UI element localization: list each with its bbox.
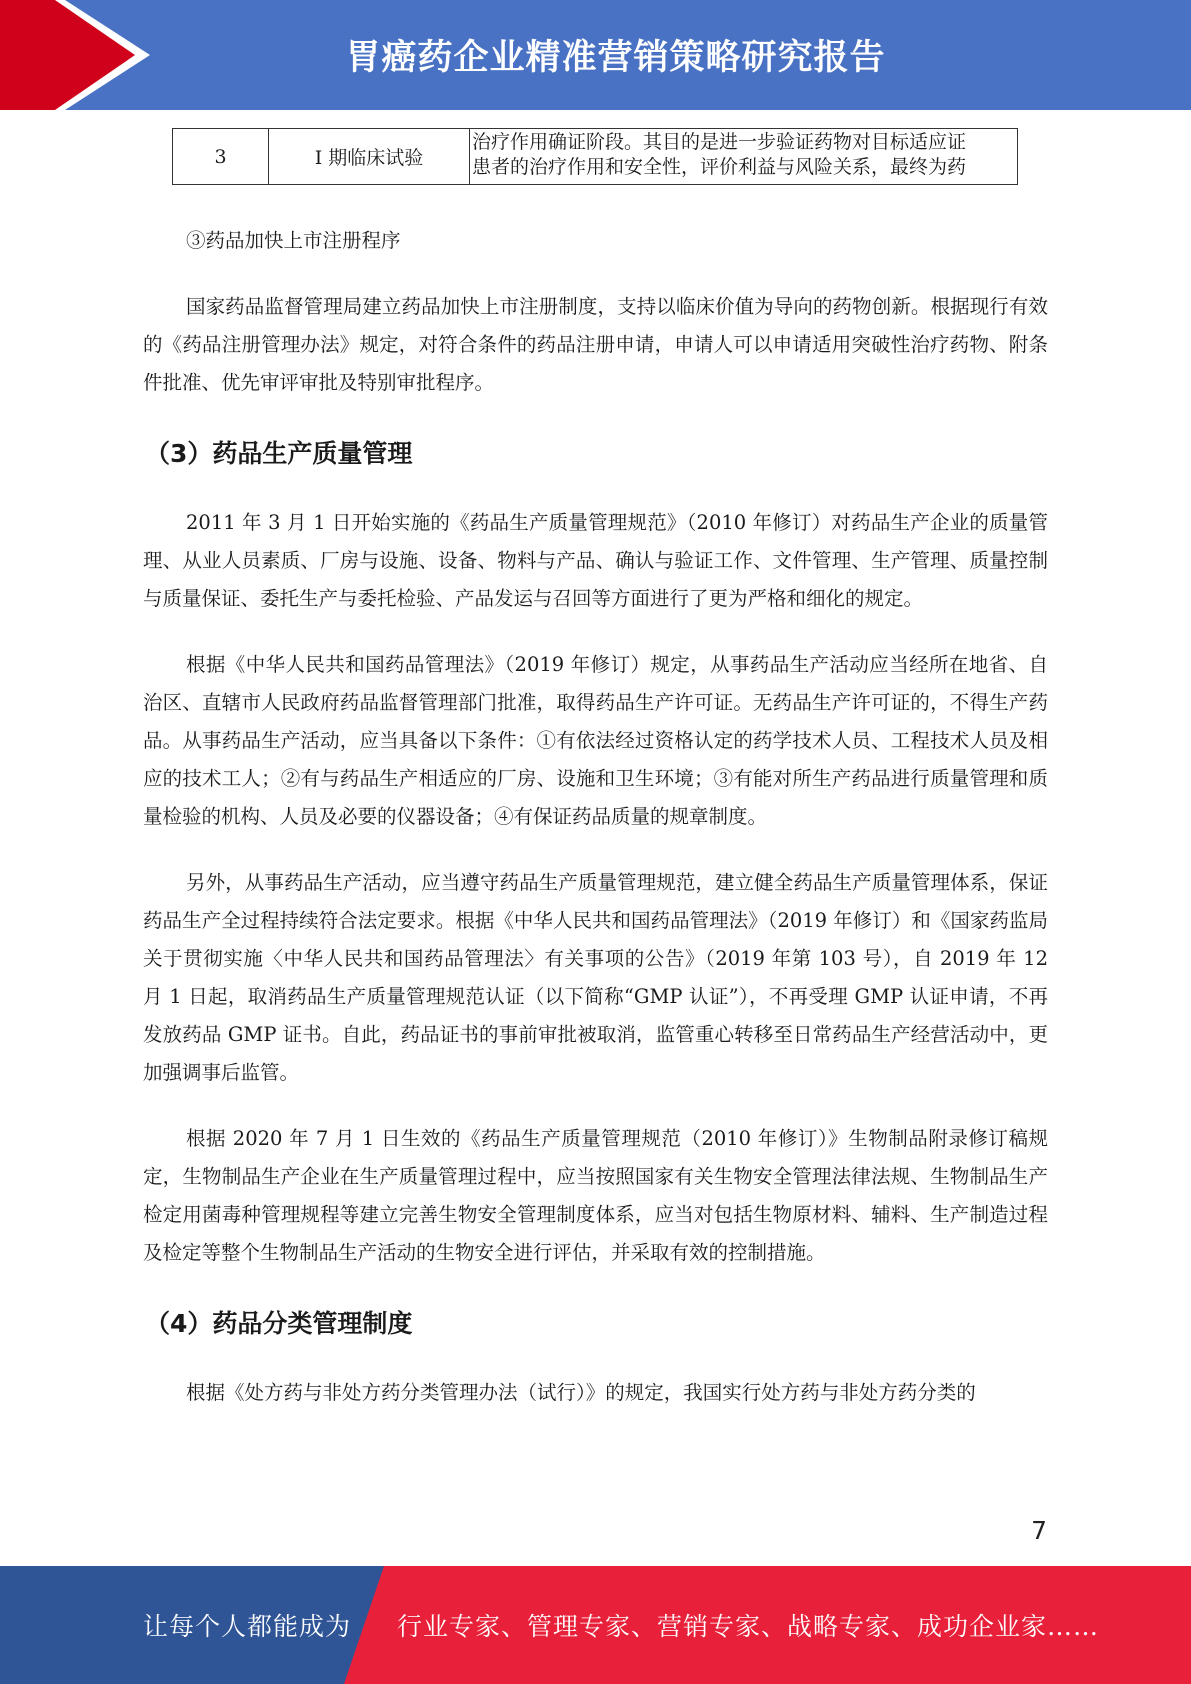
table-cell-phase: I 期临床试验 <box>269 129 470 185</box>
footer-slogan-right: 行业专家、管理专家、营销专家、战略专家、成功企业家…… <box>397 1612 1100 1641</box>
footer-slogan-left: 让每个人都能成为 <box>143 1612 352 1641</box>
table-cell-description-line: 患者的治疗作用和安全性，评价利益与风险关系，最终为药 <box>472 156 967 178</box>
paragraph: 另外，从事药品生产活动，应当遵守药品生产质量管理规范，建立健全药品生产质量管理体系，保证药品生产全过程持续符合法定要求。根据《中华人民共和国药品管理法》（2019 年修订）和《国家药监局关于贯彻实施〈中华人民共和国药品管理法〉有关事项的公告》（2019 年第 103 号），自 2019 年 12 月 1 日起，取消药品生产质量管理规范认证（以下简称“GMP 认证”），不再受理 GMP 认证申请，不再发放药品 GMP 证书。自此，药品证书的事前审批被取消，监管重心转移至日常药品生产经营活动中，更加强调事后监管。 <box>143 871 1048 1084</box>
page-number: 7 <box>1031 1516 1047 1545</box>
main-content <box>143 222 1048 1412</box>
report-title: 胃癌药企业精准营销策略研究报告 <box>345 38 886 78</box>
clinical-phase-table <box>172 128 1018 185</box>
table-cell-no: 3 <box>173 129 269 185</box>
table-row <box>173 129 1018 185</box>
header-arrow-decoration <box>0 0 150 110</box>
paragraph: 2011 年 3 月 1 日开始实施的《药品生产质量管理规范》（2010 年修订）对药品生产企业的质量管理、从业人员素质、厂房与设施、设备、物料与产品、确认与验证工作、文件管理、生产管理、质量控制与质量保证、委托生产与委托检验、产品发运与召回等方面进行了更为严格和细化的规定。 <box>143 511 1048 610</box>
table-cell-description-line: 治疗作用确证阶段。其目的是进一步验证药物对目标适应证 <box>472 131 967 153</box>
page-footer <box>0 1566 1191 1684</box>
section-heading: （3）药品生产质量管理 <box>145 439 413 468</box>
section-heading: （4）药品分类管理制度 <box>145 1309 413 1338</box>
paragraph: 国家药品监督管理局建立药品加快上市注册制度，支持以临床价值为导向的药物创新。根据现行有效的《药品注册管理办法》规定，对符合条件的药品注册申请，申请人可以申请适用突破性治疗药物、附条件批准、优先审评审批及特别审批程序。 <box>143 295 1048 394</box>
table-cell-description <box>470 129 1018 185</box>
paragraph: 根据《处方药与非处方药分类管理办法（试行）》的规定，我国实行处方药与非处方药分类的 <box>186 1381 976 1404</box>
page-header <box>0 0 1191 110</box>
paragraph: 根据《中华人民共和国药品管理法》（2019 年修订）规定，从事药品生产活动应当经所在地省、自治区、直辖市人民政府药品监督管理部门批准，取得药品生产许可证。无药品生产许可证的，不得生产药品。从事药品生产活动，应当具备以下条件：①有依法经过资格认定的药学技术人员、工程技术人员及相应的技术工人；②有与药品生产相适应的厂房、设施和卫生环境；③有能对所生产药品进行质量管理和质量检验的机构、人员及必要的仪器设备；④有保证药品质量的规章制度。 <box>143 653 1048 828</box>
paragraph: 根据 2020 年 7 月 1 日生效的《药品生产质量管理规范（2010 年修订）》生物制品附录修订稿规定，生物制品生产企业在生产质量管理过程中，应当按照国家有关生物安全管理法律法规、生物制品生产检定用菌毒种管理规程等建立完善生物安全管理制度体系，应当对包括生物原材料、辅料、生产制造过程及检定等整个生物制品生产活动的生物安全进行评估，并采取有效的控制措施。 <box>143 1127 1048 1264</box>
subsection-title: ③药品加快上市注册程序 <box>186 229 401 252</box>
